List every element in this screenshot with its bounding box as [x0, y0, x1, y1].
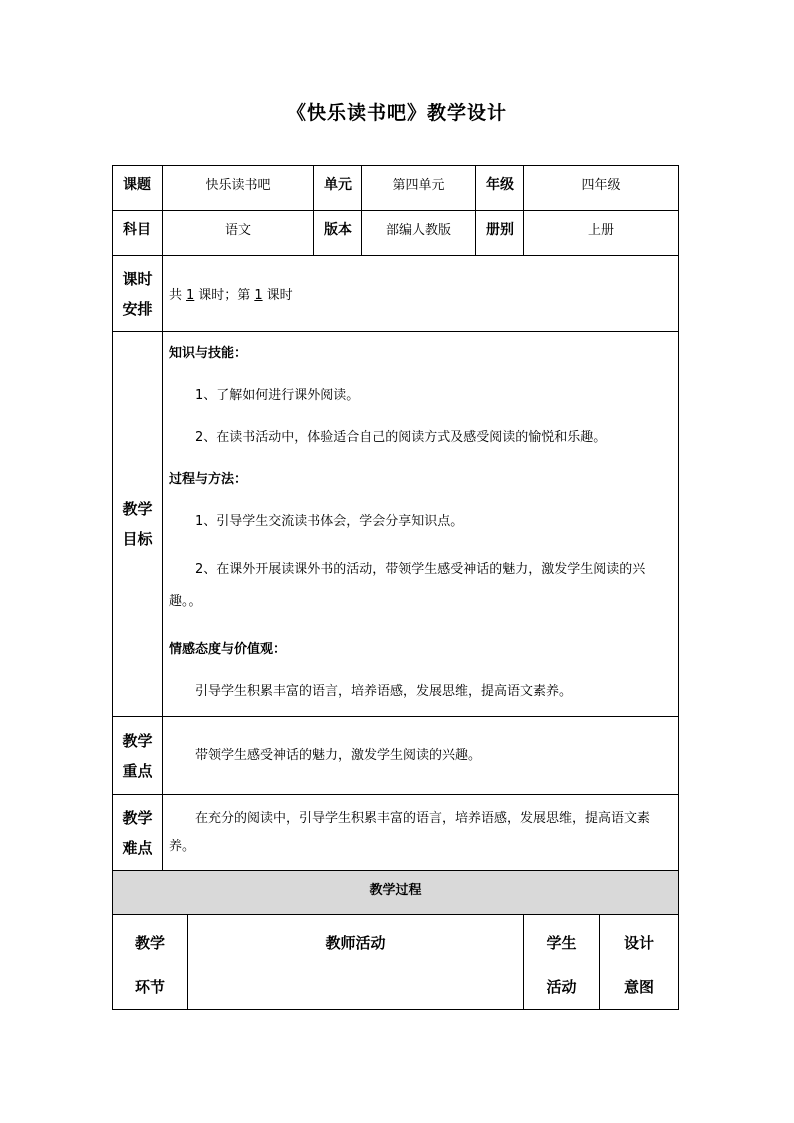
grade-label: 年级	[476, 166, 524, 211]
emotion-item-1: 引导学生积累丰富的语言，培养语感，发展思维，提高语文素养。	[195, 684, 573, 699]
difficulties-label-line1: 教学	[122, 808, 153, 827]
schedule-middle: 课时；第	[198, 288, 251, 303]
schedule-suffix: 课时	[266, 288, 293, 303]
topic-value: 快乐读书吧	[163, 166, 314, 211]
process-header: 教学过程	[113, 871, 679, 915]
process-stage-line2: 环节	[134, 978, 165, 996]
subject-value: 语文	[163, 211, 314, 256]
process-item-2: 2、在课外开展读课外书的活动，带领学生感受神话的魅力，激发学生阅读的兴趣。。	[169, 562, 646, 609]
edition-label: 版本	[314, 211, 362, 256]
process-stage-line1: 教学	[134, 934, 165, 952]
knowledge-item-2: 2、在读书活动中，体验适合自己的阅读方式及感受阅读的愉悦和乐趣。	[195, 430, 607, 445]
table-row	[113, 717, 679, 795]
table-row	[113, 256, 679, 332]
key-points-label-line1: 教学	[122, 731, 153, 750]
emotion-title: 情感态度与价值观：	[169, 642, 287, 657]
table-row	[113, 795, 679, 871]
schedule-total: 1	[186, 288, 195, 303]
unit-value: 第四单元	[362, 166, 476, 211]
document-title: 《快乐读书吧》教学设计	[286, 102, 507, 124]
volume-label: 册别	[476, 211, 524, 256]
key-points-text: 带领学生感受神话的魅力，激发学生阅读的兴趣。	[163, 717, 679, 795]
edition-value: 部编人教版	[362, 211, 476, 256]
difficulties-label-line2: 难点	[122, 838, 153, 857]
process-student-header	[524, 915, 600, 1010]
key-points-label-line2: 重点	[122, 761, 153, 780]
knowledge-title: 知识与技能：	[169, 346, 248, 361]
process-stage-header	[113, 915, 188, 1010]
process-design-line2: 意图	[624, 978, 655, 996]
process-student-line1: 学生	[546, 934, 577, 952]
table-row	[113, 211, 679, 256]
schedule-prefix: 共	[169, 288, 183, 303]
grade-value: 四年级	[524, 166, 679, 211]
process-item-1: 1、引导学生交流读书体会，学会分享知识点。	[195, 514, 464, 529]
schedule-value	[163, 256, 679, 332]
knowledge-item-1: 1、了解如何进行课外阅读。	[195, 388, 360, 403]
schedule-label-line1: 课时	[122, 269, 153, 288]
process-teacher-label: 教师活动	[325, 934, 386, 952]
schedule-current: 1	[254, 288, 263, 303]
table-row	[113, 166, 679, 211]
goals-label-line2: 目标	[122, 530, 153, 548]
subject-label: 科目	[113, 211, 163, 256]
table-row	[113, 871, 679, 915]
goals-content	[163, 332, 679, 717]
goals-label	[113, 332, 163, 717]
process-teacher-header	[188, 915, 524, 1010]
difficulties-label	[113, 795, 163, 871]
table-row	[113, 915, 679, 1010]
lesson-plan-table	[112, 165, 679, 1010]
schedule-label-line2: 安排	[122, 299, 153, 318]
topic-label: 课题	[113, 166, 163, 211]
difficulties-text: 在充分的阅读中，引导学生积累丰富的语言，培养语感，发展思维，提高语文素养。	[163, 795, 679, 871]
key-points-label	[113, 717, 163, 795]
process-design-header	[600, 915, 679, 1010]
process-title: 过程与方法：	[169, 472, 248, 487]
table-row	[113, 332, 679, 717]
volume-value: 上册	[524, 211, 679, 256]
goals-label-line1: 教学	[122, 500, 153, 518]
unit-label: 单元	[314, 166, 362, 211]
process-student-line2: 活动	[546, 978, 577, 996]
process-design-line1: 设计	[624, 934, 655, 952]
schedule-label	[113, 256, 163, 332]
